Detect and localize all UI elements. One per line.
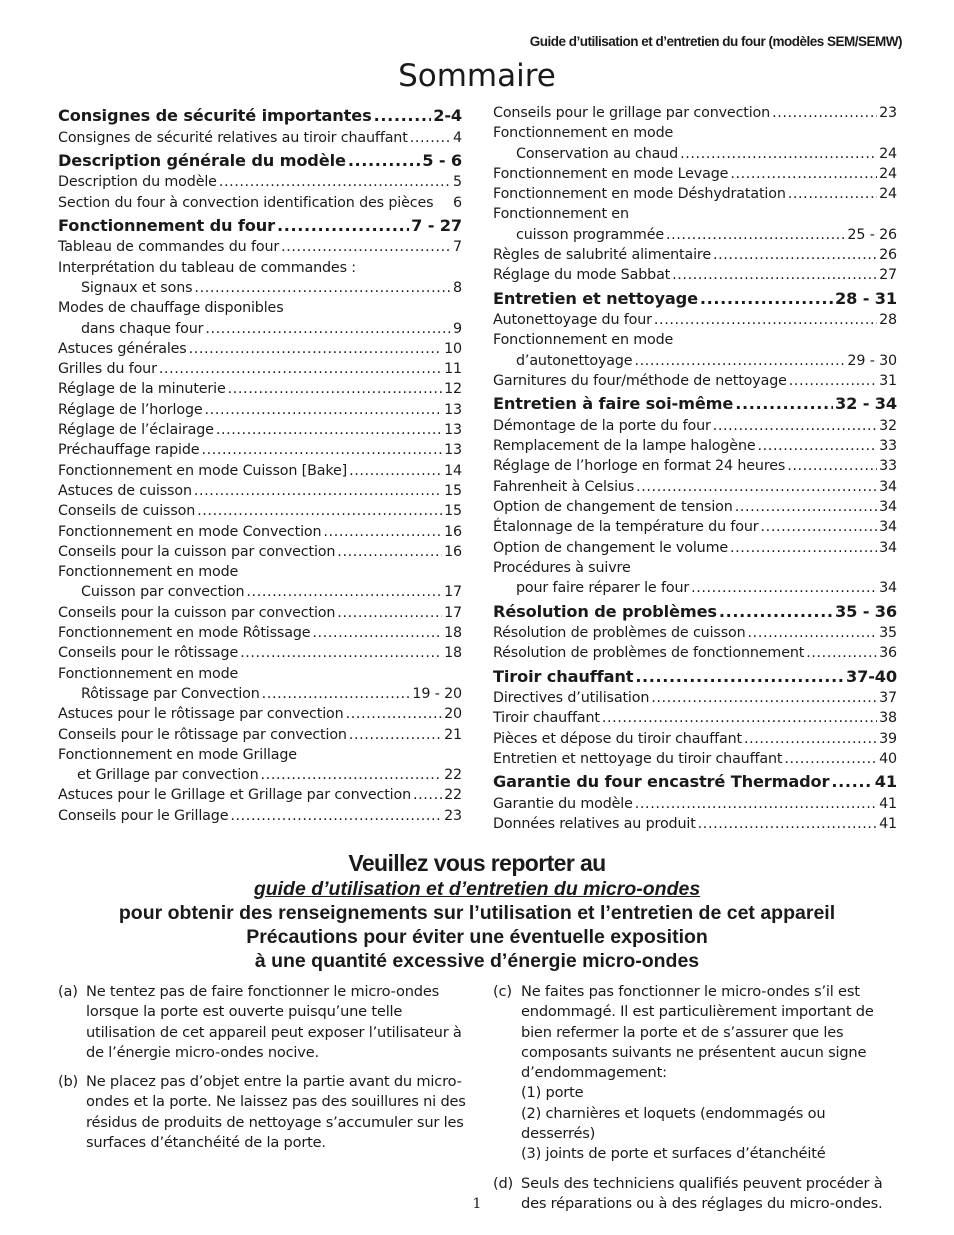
toc-page-number: 28 - 31 [835,288,897,308]
toc-page-number: 34 [879,478,897,495]
toc-leader-dots [348,152,420,172]
toc-entry-title: Rôtissage par Convection [81,685,260,702]
toc-page-number: 32 [879,417,897,434]
toc-leader-dots [635,668,844,688]
toc-entry-title: d’autonettoyage [516,352,633,369]
toc-entry [58,172,462,192]
toc-entry [58,258,462,278]
toc-leader-dots [602,709,877,729]
precaution-subitem-3: (3) joints de porte et surfaces d’étanchéité [521,1145,826,1163]
toc-entry [58,400,462,420]
document-header: Guide d’utilisation et d’entretien du four (modèles SEM/SEMW) [529,34,902,49]
toc-page-number: 23 [444,807,462,824]
toc-page-number: 28 [879,312,897,329]
toc-entry-title: Réglage de l’horloge en format 24 heures [493,458,786,475]
toc-entry [493,416,897,436]
toc-entry [58,379,462,399]
toc-page-number: 40 [879,751,897,768]
toc-leader-dots [713,245,877,265]
toc-entry-title: Conseils pour le Grillage [58,807,229,824]
toc-entry-title: Fonctionnement en mode Levage [493,165,729,182]
toc-entry-title: Fonctionnement en [493,206,629,223]
toc-entry-title: Entretien à faire soi-même [493,394,734,414]
toc-entry-title: Remplacement de la lampe halogène [493,438,756,455]
toc-entry [58,359,462,379]
toc-entry [493,814,897,834]
toc-entry-title: Données relatives au produit [493,816,696,833]
toc-page-number: 19 - 20 [412,685,462,702]
toc-leader-dots [735,497,877,517]
toc-leader-dots [312,623,442,643]
precaution-label: (c) [493,983,512,1000]
toc-page-number: 14 [444,462,462,479]
toc-leader-dots [787,457,877,477]
toc-entry-title: Fonctionnement en mode Convection [58,523,322,540]
toc-entry [493,436,897,456]
toc-page-number: 4 [453,129,462,146]
toc-page-number: 39 [879,730,897,747]
toc-leader-dots [277,217,409,237]
toc-leader-dots [789,371,877,391]
toc-page-number: 7 [453,239,462,256]
toc-page-number: 32 - 34 [835,394,897,414]
toc-page-number: 34 [879,539,897,556]
toc-entry [58,603,462,623]
toc-entry [58,542,462,562]
toc-entry-title: Conseils pour le rôtissage par convection [58,726,347,743]
toc-leader-dots [374,108,432,128]
toc-leader-dots [189,339,443,359]
toc-leader-dots [761,518,878,538]
toc-entry [58,745,462,765]
toc-entry-title: Fonctionnement en mode [493,125,674,142]
precaution-c [493,982,903,1165]
toc-entry [493,538,897,558]
toc-leader-dots [831,774,872,794]
toc-entry-title: Astuces pour le Grillage et Grillage par convection [58,787,411,804]
notice-line-3: pour obtenir des renseignements sur l’utilisation et l’entretien de cet appareil [118,902,836,924]
precaution-text: Ne faites pas fonctionner le micro-ondes s’il est endommagé. Il est particulièrement important de bien refermer la porte et de s’assurer que les composants suivants ne présentent aucun signe d’endommagement: [521,983,874,1082]
toc-entry-title: Garnitures du four/méthode de nettoyage [493,373,787,390]
toc-entry-title: Grilles du four [58,361,157,378]
toc-entry [58,298,462,318]
toc-page-number: 33 [879,438,897,455]
precaution-a [58,982,468,1063]
toc-entry-title: Garantie du four encastré Thermador [493,772,830,792]
toc-page-number: 27 [879,267,897,284]
toc-page-number: 13 [444,401,462,418]
toc-entry-title: Pièces et dépose du tiroir chauffant [493,730,742,747]
toc-entry-title: Fonctionnement en mode Grillage [58,746,297,763]
toc-page-number: 5 - 6 [422,150,462,170]
toc-entry-title: Conseils pour le rôtissage [58,645,239,662]
toc-entry [493,204,897,224]
toc-page-number: 34 [879,519,897,536]
toc-page-number: 6 [453,194,462,211]
toc-section-heading [58,214,462,238]
toc-entry-title: Procédures à suivre [493,559,631,576]
toc-entry-title: Fonctionnement du four [58,215,275,235]
toc-page-number: 17 [444,604,462,621]
toc-leader-dots [228,380,442,400]
toc-entry-title: pour faire réparer le four [516,580,690,597]
toc-leader-dots [784,749,877,769]
toc-page-number: 38 [879,710,897,727]
toc-entry-title: Description du modèle [58,174,217,191]
toc-page-number: 26 [879,247,897,264]
toc-section-heading [58,104,462,128]
toc-entry-title: Conseils pour le grillage par convection [493,105,771,121]
toc-leader-dots [230,806,442,826]
toc-entry [58,339,462,359]
toc-leader-dots [323,522,442,542]
toc-entry-title: Réglage de la minuterie [58,381,226,398]
toc-entry [58,562,462,582]
toc-leader-dots [349,725,442,745]
toc-entry-title: dans chaque four [81,320,204,337]
toc-entry-title: Astuces pour le rôtissage par convection [58,706,344,723]
toc-page-number: 10 [444,340,462,357]
toc-leader-dots [788,184,877,204]
toc-entry [58,664,462,684]
toc-entry [58,420,462,440]
toc-page-number: 33 [879,458,897,475]
toc-entry-title: Entretien et nettoyage du tiroir chauffant [493,751,783,768]
toc-entry [58,319,462,339]
toc-entry-title: Fonctionnement en mode [493,332,674,349]
toc-entry [58,278,462,298]
toc-leader-dots [698,814,877,834]
toc-entry [493,749,897,769]
toc-entry [493,330,897,350]
toc-leader-dots [219,173,451,193]
toc-entry [493,558,897,578]
precautions-left [58,982,468,1162]
toc-entry-title: Section du four à convection identification des pièces [58,194,434,211]
toc-leader-dots [159,359,442,379]
precaution-subitem-2: (2) charnières et loquets (endommagés ou desserrés) [521,1104,826,1143]
toc-entry [493,371,897,391]
toc-page-number: 24 [879,165,897,182]
toc-entry-title: Fonctionnement en mode [58,564,239,581]
toc-leader-dots [713,416,877,436]
toc-leader-dots [337,603,442,623]
toc-page-number: 41 [874,772,897,792]
toc-section-heading [58,149,462,173]
toc-right-column [493,103,897,834]
toc-entry-title: Directives d’utilisation [493,690,650,707]
toc-page-number: 22 [444,787,462,804]
toc-page-number: 21 [444,726,462,743]
toc-section-heading [493,770,897,794]
toc-entry [493,688,897,708]
toc-entry [58,501,462,521]
toc-leader-dots [261,765,443,785]
toc-page-number: 20 [444,706,462,723]
toc-page-number: 31 [879,373,897,390]
toc-leader-dots [691,579,877,599]
toc-leader-dots [413,786,442,806]
toc-entry [493,103,897,123]
toc-entry [58,193,462,213]
toc-entry [58,461,462,481]
toc-entry [493,578,897,598]
page-title: Sommaire [398,58,556,94]
toc-entry-title: Résolution de problèmes [493,601,717,621]
toc-leader-dots [194,481,442,501]
toc-entry [58,481,462,501]
toc-leader-dots [337,542,442,562]
page-number: 1 [472,1196,482,1212]
precaution-subitem-1: (1) porte [521,1084,584,1102]
toc-entry [493,643,897,663]
toc-leader-dots [744,729,877,749]
toc-page-number: 24 [879,145,897,162]
toc-entry [493,708,897,728]
toc-leader-dots [634,351,845,371]
toc-entry [493,265,897,285]
toc-section-heading [493,665,897,689]
toc-leader-dots [680,144,877,164]
toc-page-number: 15 [444,482,462,499]
toc-page-number: 13 [444,422,462,439]
toc-page-number: 36 [879,645,897,662]
notice-line-1: Veuillez vous reporter au [348,850,606,876]
toc-leader-dots [262,684,411,704]
toc-entry [493,123,897,143]
toc-entry-title: Cuisson par convection [81,584,245,601]
toc-page-number: 41 [879,816,897,833]
toc-entry [58,765,462,785]
toc-entry-title: Garantie du modèle [493,795,633,812]
toc-leader-dots [806,644,877,664]
toc-page-number: 11 [444,361,462,378]
toc-entry-title: Fahrenheit à Celsius [493,478,635,495]
toc-leader-dots [240,644,442,664]
toc-page-number: 13 [444,442,462,459]
toc-leader-dots [730,164,877,184]
toc-entry-title: Astuces de cuisson [58,482,192,499]
toc-leader-dots [719,603,833,623]
precaution-label: (a) [58,983,78,1000]
toc-entry-title: Conseils de cuisson [58,503,196,520]
toc-entry [493,310,897,330]
toc-leader-dots [346,705,443,725]
toc-entry [493,245,897,265]
toc-entry-title: Description générale du modèle [58,150,346,170]
toc-entry-title: Tiroir chauffant [493,710,600,727]
notice-line-2: guide d’utilisation et d’entretien du micro-ondes [253,878,701,900]
toc-entry-title: Signaux et sons [81,279,193,296]
toc-entry-title: Réglage de l’éclairage [58,422,214,439]
toc-entry [493,184,897,204]
toc-entry [493,456,897,476]
toc-entry-title: Conservation au chaud [516,145,679,162]
toc-entry-title: Résolution de problèmes de cuisson [493,625,746,642]
toc-leader-dots [281,238,451,258]
precaution-b [58,1072,468,1153]
toc-entry [58,237,462,257]
toc-entry-title: Fonctionnement en mode Cuisson [Bake] [58,462,348,479]
toc-entry-title: Fonctionnement en mode Rôtissage [58,625,311,642]
toc-entry-title: Tiroir chauffant [493,666,634,686]
toc-entry-title: Consignes de sécurité importantes [58,106,372,125]
toc-entry [493,517,897,537]
toc-entry [58,128,462,148]
toc-page-number: 23 [879,105,897,121]
toc-entry [58,522,462,542]
toc-entry-title: Règles de salubrité alimentaire [493,247,711,264]
toc-page-number: 7 - 27 [411,215,462,235]
precaution-label: (d) [493,1174,514,1192]
toc-entry-title: Réglage de l’horloge [58,401,203,418]
toc-leader-dots [700,290,833,310]
toc-entry [58,623,462,643]
toc-page-number: 5 [453,174,462,191]
microwave-notice [0,849,954,973]
precautions-right [493,982,903,1223]
toc-section-heading [493,392,897,416]
toc-page-number: 41 [879,795,897,812]
notice-line-4: Précautions pour éviter une éventuelle exposition [246,926,708,948]
toc-page-number: 35 - 36 [835,601,897,621]
precaution-text: Ne tentez pas de faire fonctionner le micro-ondes lorsque la porte est ouverte puisqu’une telle utilisation de cet appareil peut exposer l’utilisateur à de l’énergie micro-ondes nocive. [86,983,462,1061]
toc-entry [58,785,462,805]
toc-entry [493,164,897,184]
toc-leader-dots [216,420,442,440]
toc-leader-dots [410,128,451,148]
toc-page-number: 22 [444,767,462,784]
toc-entry-title: Conseils pour la cuisson par convection [58,604,336,621]
toc-entry [493,729,897,749]
toc-entry [493,225,897,245]
toc-entry-title: Astuces générales [58,340,187,357]
toc-page-number: 15 [444,503,462,520]
toc-section-heading [493,287,897,311]
toc-entry-title: Modes de chauffage disponibles [58,300,284,317]
toc-leader-dots [197,502,442,522]
toc-section-heading [493,600,897,624]
toc-entry [58,806,462,826]
toc-page-number: 8 [453,279,462,296]
toc-entry-title: et Grillage par convection [77,767,259,784]
toc-entry [58,643,462,663]
toc-leader-dots [730,538,877,558]
toc-page-number: 24 [879,186,897,203]
toc-leader-dots [735,396,833,416]
toc-entry [493,497,897,517]
toc-page-number: 18 [444,625,462,642]
toc-leader-dots [635,794,877,814]
toc-entry [493,351,897,371]
toc-leader-dots [201,441,442,461]
toc-page-number: 12 [444,381,462,398]
precaution-text: Seuls des techniciens qualifiés peuvent procéder à des réparations ou à des réglages du micro-ondes. [521,1174,883,1212]
toc-entry [58,725,462,745]
toc-entry-title: Entretien et nettoyage [493,288,698,308]
notice-line-5: à une quantité excessive d’énergie micro-ondes [254,950,700,972]
toc-entry [493,794,897,814]
toc-leader-dots [205,319,451,339]
toc-left-column [58,103,462,826]
toc-page-number: 37-40 [845,666,897,686]
toc-entry [58,704,462,724]
toc-entry-title: Conseils pour la cuisson par convection [58,543,336,560]
toc-leader-dots [636,477,877,497]
toc-leader-dots [758,436,878,456]
toc-entry [58,440,462,460]
toc-entry-title: Étalonnage de la température du four [493,519,759,536]
toc-entry-title: cuisson programmée [516,226,664,243]
toc-leader-dots [772,103,877,123]
toc-page-number: 34 [879,499,897,516]
toc-leader-dots [654,310,877,330]
toc-entry-title: Interprétation du tableau de commandes : [58,259,356,276]
toc-leader-dots [666,225,845,245]
toc-leader-dots [672,266,877,286]
toc-page-number: 17 [444,584,462,601]
precaution-text: Ne placez pas d’objet entre la partie avant du micro-ondes et la porte. Ne laissez pas des souillures ni des résidus de produits de nettoyage s’accumuler sur les surfaces d’étanchéité de la porte. [86,1073,466,1152]
toc-entry-title: Tableau de commandes du four [58,239,280,256]
toc-page-number: 25 - 26 [847,226,897,243]
toc-leader-dots [205,400,443,420]
toc-entry [58,582,462,602]
toc-entry-title: Préchauffage rapide [58,442,200,459]
toc-page-number: 35 [879,625,897,642]
toc-page-number: 16 [444,543,462,560]
toc-page-number: 37 [879,690,897,707]
toc-entry-title: Fonctionnement en mode Déshydratation [493,186,786,203]
toc-entry-title: Consignes de sécurité relatives au tiroir chauffant [58,129,408,146]
toc-leader-dots [194,278,451,298]
toc-page-number: 16 [444,523,462,540]
toc-entry-title: Option de changement de tension [493,499,733,516]
toc-entry-title: Option de changement le volume [493,539,729,556]
toc-entry-title: Démontage de la porte du four [493,417,711,434]
toc-leader-dots [349,461,442,481]
toc-entry-title: Autonettoyage du four [493,312,652,329]
toc-entry [58,684,462,704]
toc-leader-dots [246,583,442,603]
toc-leader-dots [651,688,877,708]
toc-page-number: 18 [444,645,462,662]
toc-page-number: 34 [879,580,897,597]
toc-entry-title: Réglage du mode Sabbat [493,267,671,284]
toc-entry [493,623,897,643]
precaution-text-block [521,982,903,1165]
precaution-label: (b) [58,1073,79,1091]
toc-entry-title: Résolution de problèmes de fonctionnement [493,645,805,662]
toc-page-number: 29 - 30 [847,352,897,369]
toc-page-number: 9 [453,320,462,337]
toc-leader-dots [748,623,878,643]
toc-entry [493,144,897,164]
toc-page-number: 2-4 [433,106,462,125]
toc-entry-title: Fonctionnement en mode [58,665,239,682]
toc-entry [493,477,897,497]
